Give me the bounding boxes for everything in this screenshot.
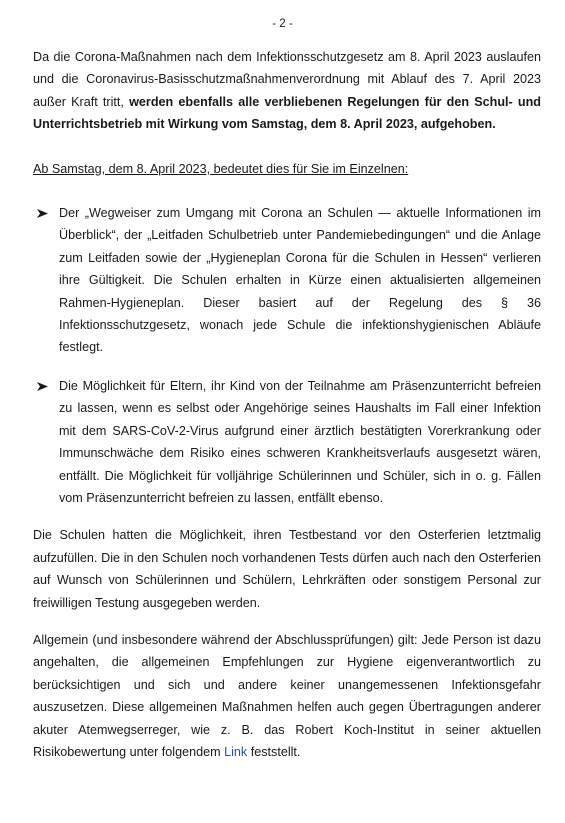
arrowhead-bullet-icon (37, 375, 51, 397)
section-subheading: Ab Samstag, dem 8. April 2023, bedeutet dies für Sie im Einzelnen: (33, 161, 409, 176)
list-item (33, 375, 541, 509)
hygiene-paragraph (33, 629, 541, 763)
bullet-list (33, 202, 541, 509)
bullet-text: Der „Wegweiser zum Umgang mit Corona an Schulen — aktuelle Informationen im Überblick“, der „Leitfaden Schulbetrieb unter Pandemiebedingungen“ und die Anlage zum Leitfaden sowie der „Hygieneplan Corona für die Schulen in Hessen“ verlieren ihre Gültigkeit. Die Schulen erhalten in Kürze einen aktualisierten allgemeinen Rahmen-Hygieneplan. Dieser basiert auf der Regelung des § 36 Infektionsschutzgesetz, wonach jede Schule die infektionshygienischen Abläufe festlegt. (59, 206, 541, 355)
intro-bold-text: werden ebenfalls alle verbliebenen Regelungen für den Schul- und Unterrichtsbetrieb mit Wirkung vom Samstag, dem 8. April 2023, aufgehoben. (33, 94, 541, 132)
tests-paragraph: Die Schulen hatten die Möglichkeit, ihren Testbestand vor den Osterferien letztmalig aufzufüllen. Die in den Schulen noch vorhandenen Tests dürfen auch nach den Osterferien auf Wunsch von Schülerinnen und Schülern, Lehrkräften oder sonstigem Personal zur freiwilligen Testung ausgegeben werden. (33, 528, 541, 610)
arrowhead-bullet-icon (37, 202, 51, 224)
page-number: - 2 - (272, 18, 293, 30)
document-body (33, 46, 541, 763)
bullet-text: Die Möglichkeit für Eltern, ihr Kind von der Teilnahme am Präsenzunterricht befreien zu lassen, wenn es selbst oder Angehörige seines Haushalts im Fall einer Infektion mit dem SARS-CoV-2-Virus aufgrund einer ärztlich bestätigten Vorerkrankung oder Immunschwäche dem Risiko eines schweren Krankheitsverlaufs ausgesetzt wären, entfällt. Die Möglichkeit für volljährige Schülerinnen und Schüler, sich in o. g. Fällen vom Präsenzunterricht befreien zu lassen, entfällt ebenso. (59, 378, 541, 505)
intro-paragraph (33, 46, 541, 136)
rki-link[interactable]: Link (224, 744, 248, 759)
list-item (33, 202, 541, 359)
intro-text: Da die Corona-Maßnahmen nach dem Infektionsschutzgesetz am 8. April 2023 auslaufen und die Coronavirus-Basisschutzmaßnahmenverordnung mit Ablauf des 7. April 2023 außer Kraft tritt, (33, 50, 541, 109)
hygiene-text-end: feststellt. (247, 744, 301, 759)
hygiene-text: Allgemein (und insbesondere während der Abschlussprüfungen) gilt: Jede Person ist dazu angehalten, die allgemeinen Empfehlungen zur Hygiene eigenverantwortlich zu berücksichtigen und sich und andere keiner unangemessenen Infektionsgefahr auszusetzen. Diese allgemeinen Maßnahmen helfen auch gegen Übertragungen anderer akuter Atemwegserreger, wie z. B. das Robert Koch-Institut in seiner aktuellen Risikobewertung unter folgendem (33, 632, 541, 759)
